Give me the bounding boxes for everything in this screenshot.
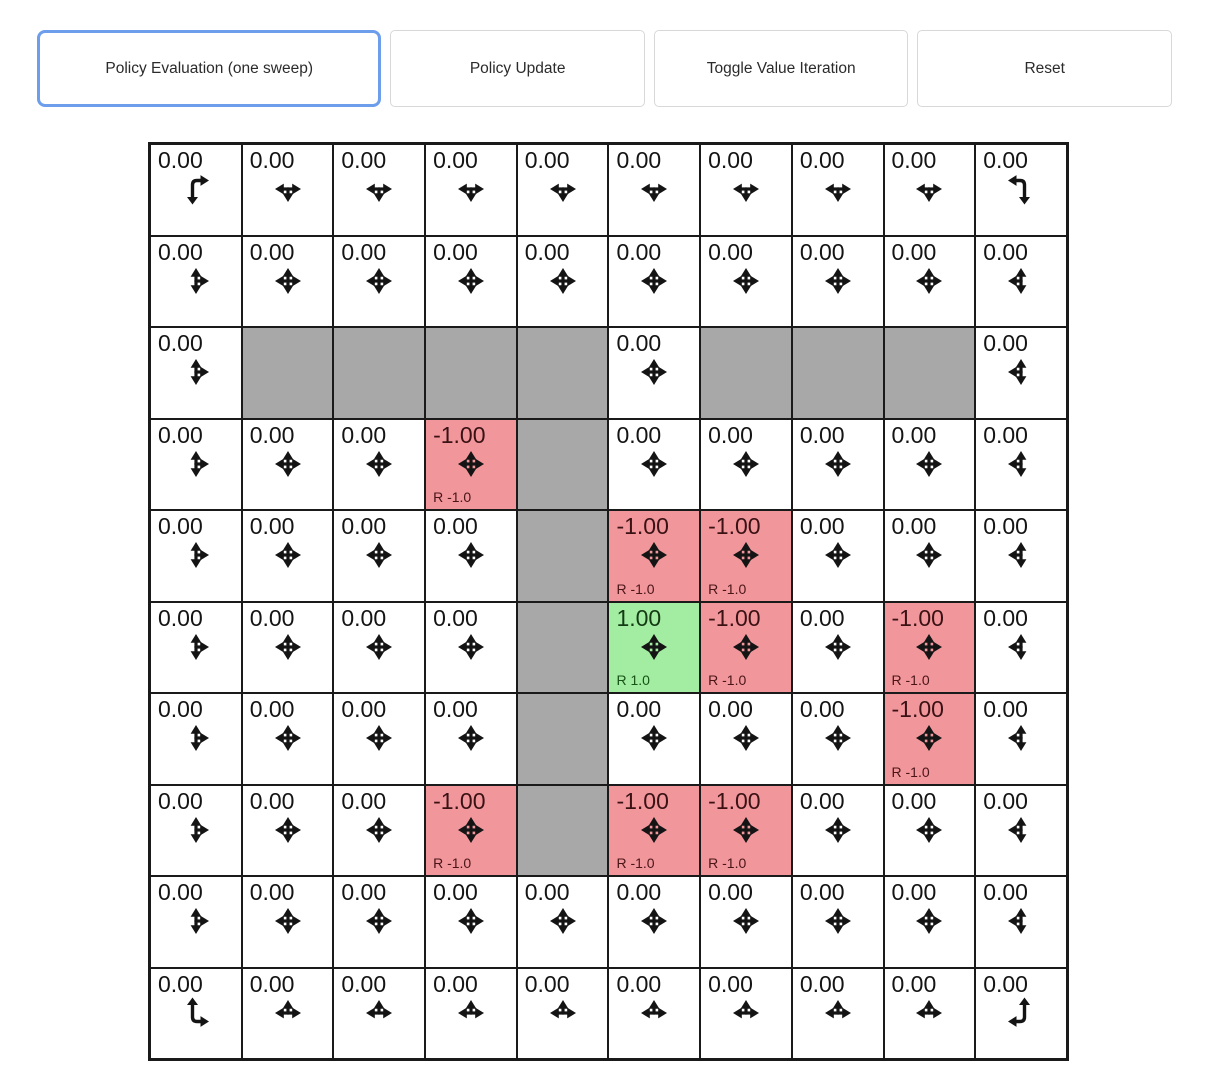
- cell-value: 0.00: [799, 513, 845, 539]
- policy-arrow-icon: [179, 172, 213, 206]
- grid-cell: [517, 144, 609, 236]
- cell-value: 0.00: [158, 696, 203, 722]
- policy-arrow-icon: [179, 447, 213, 481]
- cell-value: 1.00: [616, 604, 662, 631]
- grid-cell: [150, 419, 242, 511]
- cell-value: 0.00: [891, 787, 937, 814]
- policy-arrow-icon: [271, 813, 305, 847]
- grid-cell: [242, 876, 334, 968]
- grid-cell: [884, 510, 976, 602]
- policy-arrow-icon: [637, 264, 671, 298]
- cell-value: 0.00: [983, 879, 1028, 905]
- policy-arrow-icon: [454, 172, 488, 206]
- grid-cell: [700, 419, 792, 511]
- cell-value: 0.00: [158, 970, 203, 997]
- policy-arrow-icon: [179, 813, 213, 847]
- grid-cell: [242, 602, 334, 694]
- cell-value: 0.00: [341, 787, 387, 814]
- grid-cell: [425, 510, 517, 602]
- grid-cell: [425, 785, 517, 877]
- policy-arrow-icon: [362, 264, 396, 298]
- cell-value: 0.00: [891, 147, 937, 173]
- policy-arrow-icon: [1004, 538, 1038, 572]
- grid-cell: [242, 510, 334, 602]
- cell-value: 0.00: [799, 238, 845, 265]
- grid-cell: [150, 876, 242, 968]
- policy-arrow-icon: [729, 538, 763, 572]
- cell-value: 0.00: [249, 787, 295, 814]
- policy-arrow-icon: [821, 538, 855, 572]
- policy-arrow-icon: [362, 904, 396, 938]
- cell-value: 0.00: [249, 970, 295, 997]
- cell-value: 0.00: [158, 604, 203, 631]
- cell-value: -1.00: [433, 787, 486, 814]
- cell-value: -1.00: [616, 787, 669, 814]
- policy-arrow-icon: [1004, 721, 1038, 755]
- policy-arrow-icon: [1004, 355, 1038, 389]
- policy-arrow-icon: [271, 172, 305, 206]
- grid-cell: [425, 693, 517, 785]
- grid-cell: [608, 510, 700, 602]
- policy-arrow-icon: [179, 264, 213, 298]
- policy-arrow-icon: [821, 447, 855, 481]
- cell-value: 0.00: [158, 879, 203, 905]
- grid-cell-wall: [517, 327, 609, 419]
- grid-cell: [425, 144, 517, 236]
- grid-cell: [150, 968, 242, 1060]
- cell-value: -1.00: [708, 513, 761, 539]
- grid-cell: [884, 236, 976, 328]
- grid-cell: [150, 144, 242, 236]
- policy-arrow-icon: [1004, 172, 1038, 206]
- policy-arrow-icon: [1004, 630, 1038, 664]
- grid-cell: [333, 876, 425, 968]
- policy-arrow-icon: [179, 721, 213, 755]
- cell-value: 0.00: [433, 970, 478, 997]
- policy-arrow-icon: [637, 996, 671, 1030]
- policy-arrow-icon: [362, 996, 396, 1030]
- cell-value: 0.00: [799, 970, 845, 997]
- grid-cell: [425, 876, 517, 968]
- cell-reward-label: R -1.0: [708, 580, 747, 597]
- grid-cell: [700, 602, 792, 694]
- policy-arrow-icon: [546, 904, 580, 938]
- cell-reward-label: R 1.0: [616, 672, 650, 688]
- policy-arrow-icon: [179, 630, 213, 664]
- policy-arrow-icon: [1004, 996, 1038, 1030]
- grid-cell: [150, 327, 242, 419]
- grid-cell: [150, 510, 242, 602]
- policy-arrow-icon: [362, 538, 396, 572]
- cell-value: 0.00: [799, 879, 845, 905]
- policy-arrow-icon: [729, 447, 763, 481]
- cell-value: 0.00: [616, 238, 662, 265]
- cell-value: 0.00: [524, 147, 570, 173]
- grid-cell: [517, 876, 609, 968]
- grid-cell: [700, 876, 792, 968]
- policy-arrow-icon: [637, 904, 671, 938]
- policy-arrow-icon: [912, 813, 946, 847]
- grid-cell: [792, 785, 884, 877]
- cell-value: 0.00: [433, 147, 478, 173]
- grid-cell-wall: [517, 510, 609, 602]
- grid-cell: [242, 144, 334, 236]
- cell-value: 0.00: [891, 879, 937, 905]
- grid-cell: [700, 968, 792, 1060]
- cell-reward-label: R -1.0: [708, 855, 747, 871]
- policy-arrow-icon: [179, 538, 213, 572]
- policy-arrow-icon: [912, 264, 946, 298]
- cell-value: 0.00: [799, 696, 845, 722]
- policy-arrow-icon: [362, 172, 396, 206]
- cell-value: 0.00: [799, 147, 845, 173]
- cell-value: 0.00: [983, 147, 1028, 173]
- cell-value: -1.00: [433, 421, 486, 448]
- cell-value: 0.00: [983, 421, 1028, 448]
- cell-value: 0.00: [524, 238, 570, 265]
- cell-value: 0.00: [433, 513, 478, 539]
- policy-arrow-icon: [821, 996, 855, 1030]
- cell-reward-label: R -1.0: [616, 580, 655, 597]
- grid-cell: [333, 785, 425, 877]
- policy-update-button[interactable]: Policy Update: [390, 30, 645, 107]
- grid-cell: [792, 510, 884, 602]
- policy-arrow-icon: [637, 355, 671, 389]
- cell-value: 0.00: [616, 879, 662, 905]
- grid-cell: [975, 602, 1067, 694]
- grid-cell: [608, 327, 700, 419]
- grid-cell: [975, 236, 1067, 328]
- grid-cell-wall: [700, 327, 792, 419]
- grid-cell: [884, 876, 976, 968]
- grid-cell: [333, 968, 425, 1060]
- grid-cell: [975, 785, 1067, 877]
- grid-cell: [884, 968, 976, 1060]
- grid-cell: [333, 602, 425, 694]
- cell-value: 0.00: [249, 147, 295, 173]
- policy-arrow-icon: [454, 538, 488, 572]
- cell-value: 0.00: [249, 513, 295, 539]
- grid-cell: [608, 785, 700, 877]
- cell-value: 0.00: [524, 970, 570, 997]
- policy-arrow-icon: [454, 813, 488, 847]
- cell-value: 0.00: [983, 604, 1028, 631]
- policy-arrow-icon: [912, 447, 946, 481]
- cell-value: 0.00: [799, 787, 845, 814]
- grid-cell: [792, 968, 884, 1060]
- policy-arrow-icon: [362, 447, 396, 481]
- policy-arrow-icon: [271, 538, 305, 572]
- policy-arrow-icon: [729, 264, 763, 298]
- grid-cell-wall: [884, 327, 976, 419]
- cell-value: 0.00: [708, 879, 753, 905]
- policy-arrow-icon: [1004, 904, 1038, 938]
- policy-arrow-icon: [271, 996, 305, 1030]
- grid-cell-wall: [792, 327, 884, 419]
- policy-arrow-icon: [637, 630, 671, 664]
- grid-cell: [792, 236, 884, 328]
- grid-cell-wall: [517, 693, 609, 785]
- grid-cell: [242, 236, 334, 328]
- cell-value: 0.00: [158, 787, 203, 814]
- cell-value: -1.00: [891, 696, 944, 722]
- grid-cell-wall: [242, 327, 334, 419]
- grid-cell-wall: [517, 602, 609, 694]
- cell-reward-label: R -1.0: [708, 672, 747, 688]
- policy-arrow-icon: [637, 813, 671, 847]
- grid-cell: [792, 144, 884, 236]
- grid-cell-wall: [425, 327, 517, 419]
- cell-value: 0.00: [341, 421, 387, 448]
- cell-value: 0.00: [616, 970, 662, 997]
- grid-cell: [242, 785, 334, 877]
- cell-value: 0.00: [983, 787, 1028, 814]
- grid-cell: [150, 785, 242, 877]
- policy-arrow-icon: [912, 721, 946, 755]
- policy-arrow-icon: [729, 721, 763, 755]
- policy-arrow-icon: [362, 721, 396, 755]
- grid-cell: [333, 510, 425, 602]
- cell-value: 0.00: [433, 604, 478, 631]
- grid-cell: [242, 419, 334, 511]
- cell-reward-label: R -1.0: [616, 855, 655, 871]
- grid-cell: [884, 419, 976, 511]
- cell-value: 0.00: [341, 147, 387, 173]
- grid-cell: [792, 419, 884, 511]
- policy-arrow-icon: [637, 447, 671, 481]
- cell-value: 0.00: [983, 970, 1028, 997]
- cell-value: -1.00: [708, 604, 761, 631]
- policy-arrow-icon: [1004, 813, 1038, 847]
- grid-cell: [792, 602, 884, 694]
- grid-cell: [792, 693, 884, 785]
- cell-value: 0.00: [341, 238, 387, 265]
- policy-arrow-icon: [912, 538, 946, 572]
- cell-value: 0.00: [158, 513, 203, 539]
- grid-cell: [975, 144, 1067, 236]
- policy-arrow-icon: [729, 172, 763, 206]
- policy-arrow-icon: [454, 264, 488, 298]
- policy-arrow-icon: [729, 813, 763, 847]
- cell-value: 0.00: [891, 238, 937, 265]
- grid-cell: [150, 693, 242, 785]
- cell-reward-label: R -1.0: [891, 672, 930, 688]
- cell-value: 0.00: [249, 604, 295, 631]
- grid-cell: [975, 327, 1067, 419]
- grid-cell: [975, 968, 1067, 1060]
- cell-value: 0.00: [249, 696, 295, 722]
- grid-cell: [700, 236, 792, 328]
- grid-cell: [700, 510, 792, 602]
- cell-value: 0.00: [158, 238, 203, 265]
- cell-value: 0.00: [158, 421, 203, 448]
- grid-cell: [608, 144, 700, 236]
- grid-cell: [425, 968, 517, 1060]
- cell-value: 0.00: [983, 513, 1028, 539]
- policy-arrow-icon: [271, 264, 305, 298]
- cell-value: -1.00: [616, 513, 669, 539]
- cell-value: 0.00: [983, 238, 1028, 265]
- policy-arrow-icon: [546, 264, 580, 298]
- cell-value: 0.00: [249, 238, 295, 265]
- policy-arrow-icon: [454, 996, 488, 1030]
- grid-cell: [242, 968, 334, 1060]
- cell-reward-label: R -1.0: [433, 855, 472, 871]
- grid-cell: [608, 876, 700, 968]
- grid-cell: [884, 785, 976, 877]
- policy-arrow-icon: [271, 447, 305, 481]
- grid-cell: [608, 693, 700, 785]
- cell-value: 0.00: [891, 421, 937, 448]
- policy-arrow-icon: [362, 630, 396, 664]
- grid-cell: [517, 968, 609, 1060]
- cell-value: 0.00: [433, 238, 478, 265]
- cell-value: 0.00: [616, 147, 662, 173]
- grid-cell-wall: [333, 327, 425, 419]
- policy-arrow-icon: [179, 996, 213, 1030]
- cell-value: 0.00: [983, 696, 1028, 722]
- policy-arrow-icon: [821, 904, 855, 938]
- policy-arrow-icon: [1004, 264, 1038, 298]
- grid-cell: [884, 602, 976, 694]
- policy-evaluation-button[interactable]: Policy Evaluation (one sweep): [37, 30, 381, 107]
- cell-value: 0.00: [708, 696, 753, 722]
- policy-arrow-icon: [821, 813, 855, 847]
- cell-reward-label: R -1.0: [891, 763, 930, 780]
- policy-arrow-icon: [362, 813, 396, 847]
- policy-arrow-icon: [821, 630, 855, 664]
- cell-reward-label: R -1.0: [433, 489, 472, 505]
- cell-value: 0.00: [341, 604, 387, 631]
- policy-arrow-icon: [637, 172, 671, 206]
- policy-arrow-icon: [637, 538, 671, 572]
- cell-value: 0.00: [708, 238, 753, 265]
- policy-arrow-icon: [912, 904, 946, 938]
- cell-value: 0.00: [249, 421, 295, 448]
- grid-cell: [884, 144, 976, 236]
- grid-cell-wall: [517, 419, 609, 511]
- cell-value: 0.00: [708, 421, 753, 448]
- grid-cell: [333, 144, 425, 236]
- grid-cell: [700, 785, 792, 877]
- cell-value: 0.00: [341, 879, 387, 905]
- cell-value: 0.00: [891, 513, 937, 539]
- cell-value: 0.00: [158, 330, 203, 356]
- toolbar: [37, 30, 1172, 107]
- cell-value: -1.00: [708, 787, 761, 814]
- policy-arrow-icon: [454, 721, 488, 755]
- grid-cell: [608, 968, 700, 1060]
- gridworld: [148, 142, 1069, 1061]
- grid-cell: [150, 602, 242, 694]
- cell-value: 0.00: [616, 330, 662, 356]
- policy-arrow-icon: [454, 447, 488, 481]
- cell-value: 0.00: [616, 421, 662, 448]
- grid-cell-wall: [517, 785, 609, 877]
- cell-value: 0.00: [249, 879, 295, 905]
- cell-value: 0.00: [341, 970, 387, 997]
- cell-value: 0.00: [158, 147, 203, 173]
- grid-cell: [150, 236, 242, 328]
- grid-cell: [608, 236, 700, 328]
- policy-arrow-icon: [729, 904, 763, 938]
- policy-arrow-icon: [821, 172, 855, 206]
- grid-cell: [975, 510, 1067, 602]
- cell-value: 0.00: [891, 970, 937, 997]
- grid-cell: [425, 602, 517, 694]
- cell-value: 0.00: [799, 604, 845, 631]
- grid-cell: [792, 876, 884, 968]
- cell-value: 0.00: [983, 330, 1028, 356]
- grid-cell: [608, 419, 700, 511]
- grid-cell: [333, 236, 425, 328]
- grid-cell: [333, 693, 425, 785]
- policy-arrow-icon: [912, 630, 946, 664]
- grid-cell: [975, 419, 1067, 511]
- grid-cell: [425, 236, 517, 328]
- cell-value: 0.00: [799, 421, 845, 448]
- policy-arrow-icon: [1004, 447, 1038, 481]
- policy-arrow-icon: [821, 721, 855, 755]
- policy-arrow-icon: [912, 172, 946, 206]
- grid-cell: [700, 693, 792, 785]
- cell-value: -1.00: [891, 604, 944, 631]
- grid-cell: [242, 693, 334, 785]
- policy-arrow-icon: [912, 996, 946, 1030]
- policy-arrow-icon: [546, 996, 580, 1030]
- cell-value: 0.00: [708, 970, 753, 997]
- cell-value: 0.00: [708, 147, 753, 173]
- reset-button[interactable]: Reset: [917, 30, 1172, 107]
- cell-value: 0.00: [433, 696, 478, 722]
- grid-cell: [425, 419, 517, 511]
- policy-arrow-icon: [729, 630, 763, 664]
- policy-arrow-icon: [271, 904, 305, 938]
- cell-value: 0.00: [341, 696, 387, 722]
- grid-cell: [608, 602, 700, 694]
- policy-arrow-icon: [637, 721, 671, 755]
- cell-value: 0.00: [433, 879, 478, 905]
- grid-cell: [700, 144, 792, 236]
- policy-arrow-icon: [179, 904, 213, 938]
- grid-cell: [517, 236, 609, 328]
- grid-cell: [975, 693, 1067, 785]
- policy-arrow-icon: [821, 264, 855, 298]
- policy-arrow-icon: [454, 904, 488, 938]
- cell-value: 0.00: [341, 513, 387, 539]
- policy-arrow-icon: [271, 721, 305, 755]
- policy-arrow-icon: [454, 630, 488, 664]
- grid-cell: [333, 419, 425, 511]
- grid-cell: [975, 876, 1067, 968]
- grid-cell: [884, 693, 976, 785]
- policy-arrow-icon: [729, 996, 763, 1030]
- policy-arrow-icon: [271, 630, 305, 664]
- cell-value: 0.00: [524, 879, 570, 905]
- cell-value: 0.00: [616, 696, 662, 722]
- toggle-value-iteration-button[interactable]: Toggle Value Iteration: [654, 30, 909, 107]
- policy-arrow-icon: [179, 355, 213, 389]
- policy-arrow-icon: [546, 172, 580, 206]
